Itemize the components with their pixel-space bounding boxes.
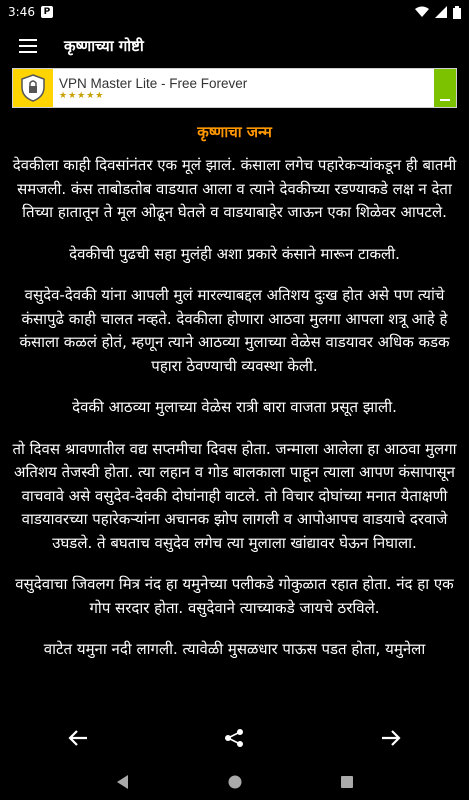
- ad-banner[interactable]: [12, 68, 457, 108]
- hamburger-menu-icon: [19, 39, 37, 53]
- app-title: कृष्णाच्या गोष्टी: [64, 37, 144, 55]
- next-story-button[interactable]: [367, 714, 415, 762]
- status-bar: [0, 0, 469, 24]
- system-nav-bar: [0, 764, 469, 800]
- vpn-shield-icon: [13, 69, 53, 107]
- battery-icon: [453, 6, 461, 19]
- ad-text: [59, 76, 247, 101]
- system-back-button[interactable]: [107, 766, 139, 798]
- story-paragraph: तो दिवस श्रावणातील वद्य सप्तमीचा दिवस होता. जन्माला आलेला हा आठवा मुलगा अतिशय तेजस्वी होता. त्या लहान व गोड बालकाला पाहून त्याला आपण कंसापासून वाचवावे असे वसुदेव-देवकी दोघांनाही वाटले. तो विचार दोघांच्या मनात येताक्षणी वाडयावरच्या पहारेकऱ्यांना अचानक झोप लागली व आपोआपच वाडयाचे दरवाजे उघडले. ते बघताच वसुदेव लगेच त्या मुलाला खांद्यावर घेऊन निघाला.: [12, 439, 457, 552]
- ad-rating-stars: ★★★★★: [59, 90, 105, 101]
- story-paragraph: वसुदेव-देवकी यांना आपली मुलं मारल्याबद्दल अतिशय दुःख होत असे पण त्यांचे कंसापुढे काही चालत नव्हते. देवकीला होणारा आठवा मुलगा आपला शत्रू आहे हे कंसाला कळलं होतं, म्हणून त्याने आठव्या मुलाच्या वेळेस वाडयावर अधिक कडक पहारा ठेवण्याची व्यवस्था केली.: [19, 286, 450, 375]
- system-recents-button[interactable]: [331, 766, 363, 798]
- wifi-icon: [415, 6, 429, 18]
- story-paragraph: वाटेत यमुना नदी लागली. त्यावेळी मुसळधार पाऊस पडत होता, यमुनेला: [43, 640, 426, 658]
- menu-button[interactable]: [0, 24, 56, 68]
- bottom-nav: [0, 712, 469, 764]
- previous-story-button[interactable]: [54, 714, 102, 762]
- story-title: कृष्णाचा जन्म: [197, 123, 272, 141]
- share-button[interactable]: [210, 714, 258, 762]
- app-bar: [0, 24, 469, 68]
- story-paragraph: देवकी आठव्या मुलाच्या वेळेस रात्री बारा वाजता प्रसूत झाली.: [72, 398, 397, 416]
- share-icon: [224, 728, 244, 748]
- story-paragraph: देवकीला काही दिवसांनंतर एक मूलं झालं. कंसाला लगेच पहारेकऱ्यांकडून ही बातमी समजली. कंस ताबोडतोब वाडयात आला व त्याने देवकीच्या रडण्याकडे लक्ष न देता तिच्या हातातून ते मूल ओढून घेतले व वाडयाबाहेर जाऊन एका शिळेवर आपटले.: [12, 156, 457, 221]
- arrow-right-icon: [381, 729, 401, 747]
- ad-action-icon: [440, 99, 450, 101]
- system-home-button[interactable]: [219, 766, 251, 798]
- story-content[interactable]: [0, 112, 469, 702]
- notification-app-icon: P: [41, 6, 53, 18]
- arrow-left-icon: [68, 729, 88, 747]
- ad-title: VPN Master Lite - Free Forever: [59, 75, 248, 91]
- ad-action-button[interactable]: [434, 69, 456, 107]
- home-circle-icon: [228, 775, 242, 789]
- story-paragraph: वसुदेवाचा जिवलग मित्र नंद हा यमुनेच्या पलीकडे गोकुळात रहात होता. नंद हा एक गोप सरदार होता. वसुदेवाने त्याच्याकडे जायचे ठरविले.: [15, 575, 454, 617]
- status-time: 3:46: [8, 5, 35, 19]
- signal-icon: [435, 6, 447, 18]
- recents-square-icon: [341, 776, 353, 788]
- story-paragraph: देवकीची पुढची सहा मुलंही अशा प्रकारे कंसाने मारून टाकली.: [69, 244, 400, 263]
- back-triangle-icon: [117, 775, 129, 789]
